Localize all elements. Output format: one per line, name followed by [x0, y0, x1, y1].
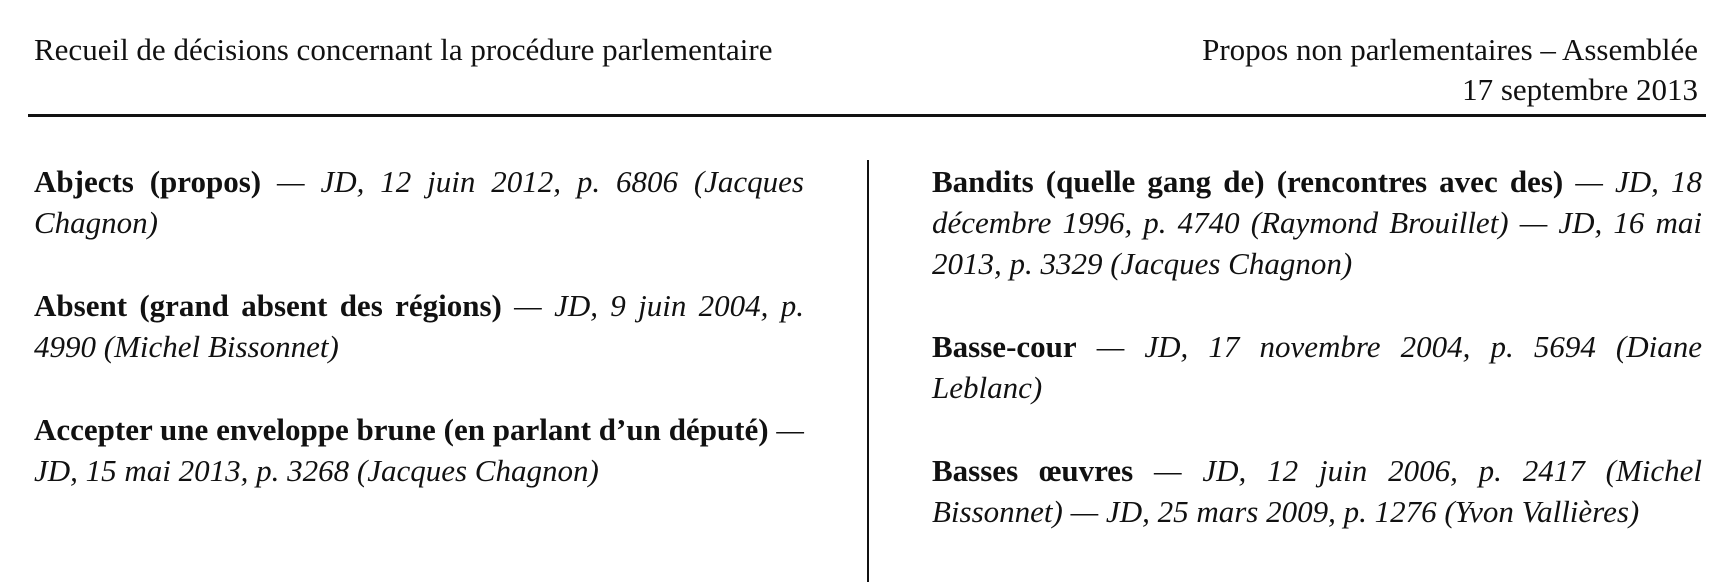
section-date: 17 septembre 2013	[1462, 72, 1698, 107]
entry-reference: — JD, 15 mai 2013, p. 3268 (Jacques Chagnon)	[34, 412, 804, 488]
index-entry	[932, 326, 1702, 408]
entry-term: Basse-cour	[932, 329, 1077, 364]
entry-term: Accepter une enveloppe brune (en parlant d’un député)	[34, 412, 769, 447]
document-title: Recueil de décisions concernant la procédure parlementaire	[34, 32, 773, 67]
index-entry	[34, 409, 804, 491]
entry-term: Abjects (propos)	[34, 164, 262, 199]
left-column	[34, 161, 804, 533]
section-header	[1202, 30, 1698, 110]
entry-reference: — JD, 18 décembre 1996, p. 4740 (Raymond Brouillet) — JD, 16 mai 2013, p. 3329 (Jacques Chagnon)	[932, 164, 1702, 281]
entry-term: Absent (grand absent des régions)	[34, 288, 502, 323]
index-entry	[34, 161, 804, 243]
entry-term: Bandits (quelle gang de) (rencontres avec des)	[932, 164, 1564, 199]
entry-reference: — JD, 12 juin 2006, p. 2417 (Michel Bissonnet) — JD, 25 mars 2009, p. 1276 (Yvon Vallières)	[932, 453, 1703, 529]
entry-term: Basses œuvres	[932, 453, 1134, 488]
right-column	[932, 161, 1702, 574]
column-divider	[867, 160, 869, 582]
index-entry	[34, 285, 804, 367]
index-entry	[932, 450, 1702, 532]
entry-reference: — JD, 12 juin 2012, p. 6806 (Jacques Chagnon)	[34, 164, 804, 240]
index-entry	[932, 161, 1702, 284]
section-title: Propos non parlementaires – Assemblée	[1202, 32, 1698, 67]
header-rule	[28, 114, 1706, 117]
entry-reference: — JD, 17 novembre 2004, p. 5694 (Diane Leblanc)	[932, 329, 1702, 405]
entry-reference: — JD, 9 juin 2004, p. 4990 (Michel Bissonnet)	[34, 288, 804, 364]
